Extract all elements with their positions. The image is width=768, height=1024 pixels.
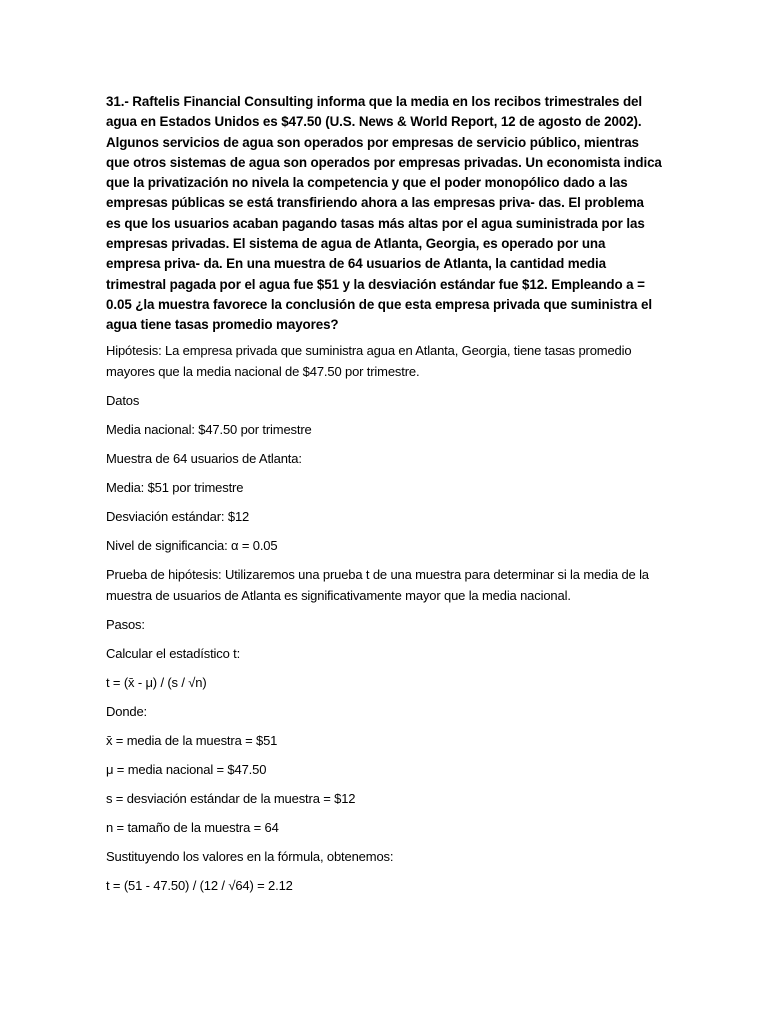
substitution-text: Sustituyendo los valores en la fórmula, obtenemos: bbox=[106, 848, 394, 864]
t-result: t = (51 - 47.50) / (12 / √64) = 2.12 bbox=[106, 877, 293, 893]
sample-mean-definition: x̄ = media de la muestra = $51 bbox=[106, 732, 278, 748]
std-dev-definition: s = desviación estándar de la muestra = $12 bbox=[106, 790, 356, 806]
national-mean-definition: μ = media nacional = $47.50 bbox=[106, 761, 267, 777]
data-heading: Datos bbox=[106, 392, 140, 408]
t-formula: t = (x̄ - μ) / (s / √n) bbox=[106, 674, 207, 690]
sample-size-definition: n = tamaño de la muestra = 64 bbox=[106, 819, 279, 835]
sample-description-text: Muestra de 64 usuarios de Atlanta: bbox=[106, 450, 302, 466]
national-mean-text: Media nacional: $47.50 por trimestre bbox=[106, 421, 312, 437]
hypothesis-text: Hipótesis: La empresa privada que suministra agua en Atlanta, Georgia, tiene tasas promedio mayores que la media nacional de $47.50 por trimestre. bbox=[106, 342, 632, 379]
std-dev-text: Desviación estándar: $12 bbox=[106, 508, 250, 524]
compute-t-text: Calcular el estadístico t: bbox=[106, 645, 241, 661]
document-page bbox=[106, 92, 662, 904]
significance-level-text: Nivel de significancia: α = 0.05 bbox=[106, 537, 278, 553]
where-heading: Donde: bbox=[106, 703, 148, 719]
steps-heading: Pasos: bbox=[106, 616, 145, 632]
sample-mean-text: Media: $51 por trimestre bbox=[106, 479, 244, 495]
hypothesis-test-text: Prueba de hipótesis: Utilizaremos una prueba t de una muestra para determinar si la media de la muestra de usuarios de Atlanta es significativamente mayor que la media nacional. bbox=[106, 566, 649, 603]
problem-statement: 31.- Raftelis Financial Consulting informa que la media en los recibos trimestrales del agua en Estados Unidos es $47.50 (U.S. News & World Report, 12 de agosto de 2002). Algunos servicios de agua son operados por empresas de servicio público, mientras que otros sistemas de agua son operados por empresas privadas. Un economista indica que la privatización no nivela la competencia y que el poder monopólico dado a las empresas públicas se está transfiriendo ahora a las empresas priva- das. El problema es que los usuarios acaban pagando tasas más altas por el agua suministrada por las empresas privadas. El sistema de agua de Atlanta, Georgia, es operado por una empresa priva- da. En una muestra de 64 usuarios de Atlanta, la cantidad media trimestral pagada por el agua fue $51 y la desviación estándar fue $12. Empleando a = 0.05 ¿la muestra favorece la conclusión de que esta empresa privada que suministra el agua tiene tasas promedio mayores? bbox=[106, 94, 662, 333]
